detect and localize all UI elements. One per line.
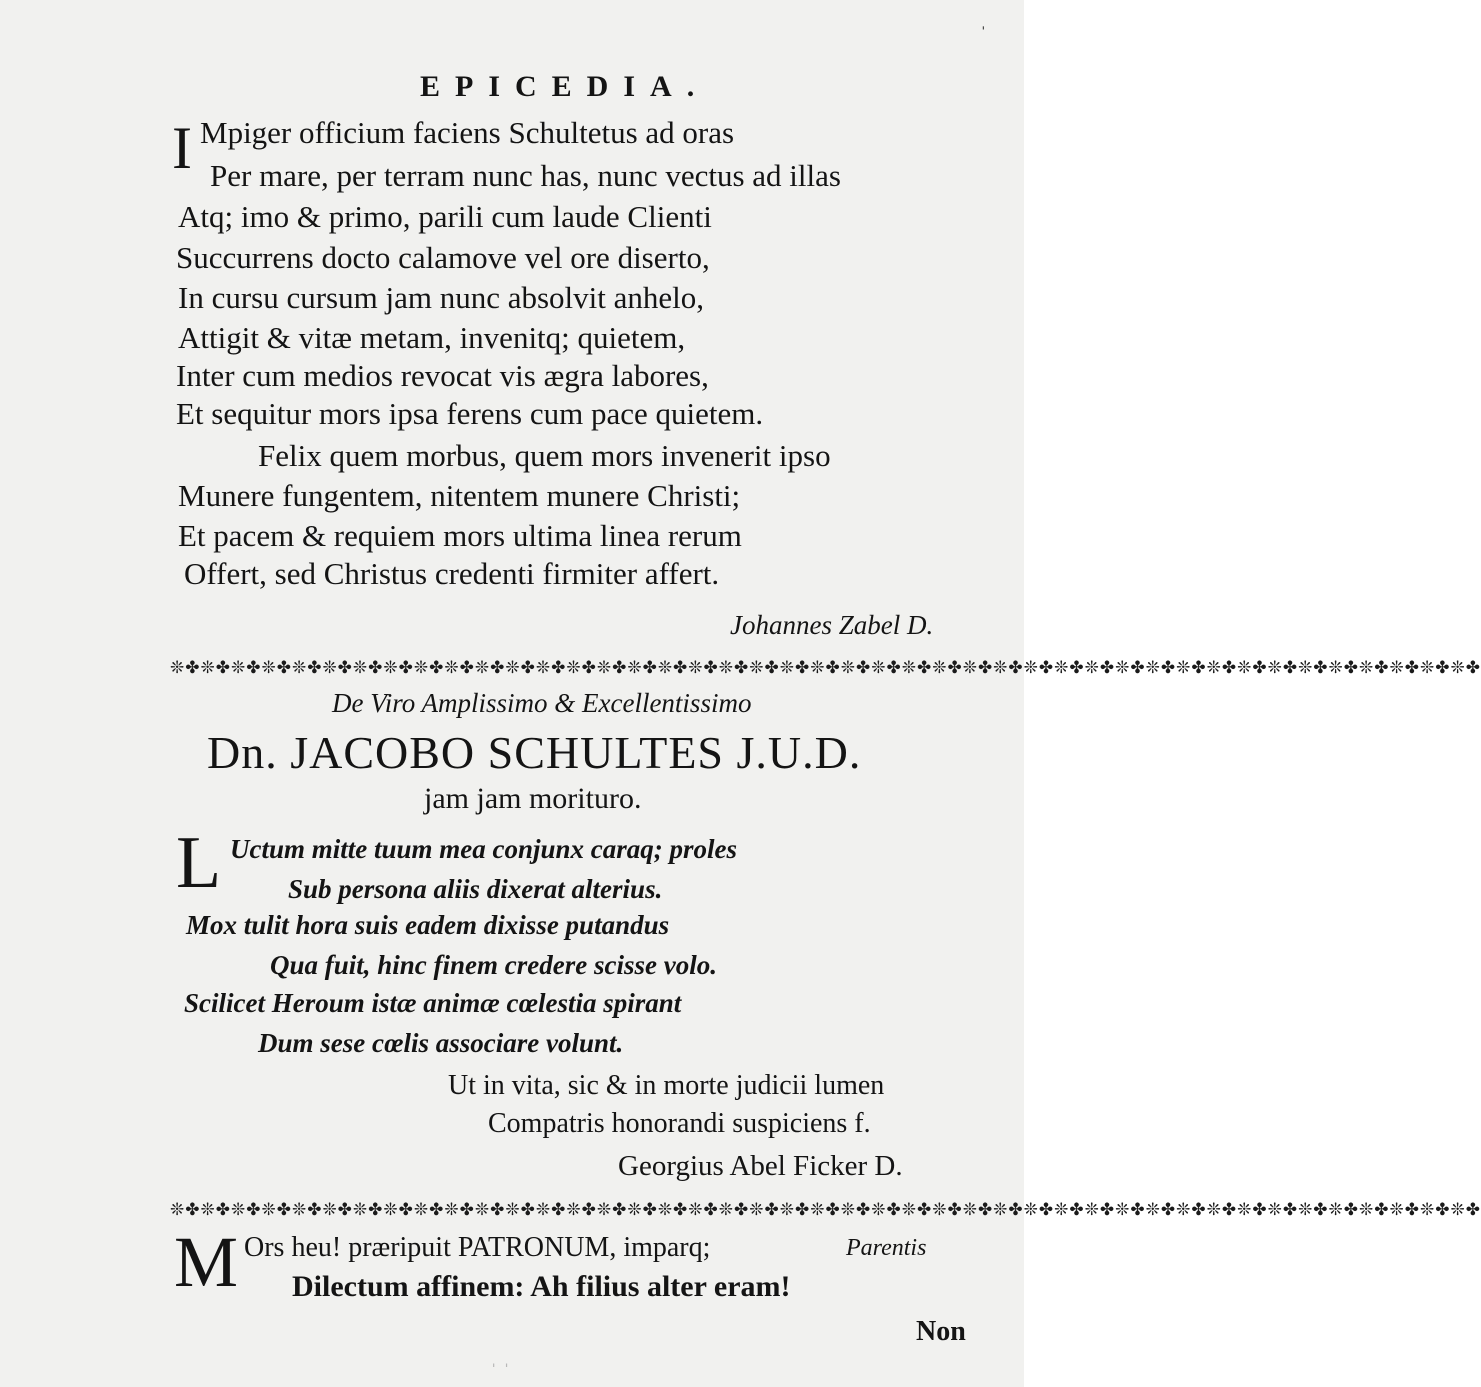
poem2-signature: Georgius Abel Ficker D. (618, 1150, 903, 1182)
poem2-closing-1: Ut in vita, sic & in morte judicii lumen (448, 1070, 885, 1101)
poem1-line-10: Munere fungentem, nitentem munere Christi; (178, 478, 741, 513)
poem1-signature: Johannes Zabel D. (730, 610, 934, 640)
ornament-divider-2: ❊✤❊✤❊✤❊✤❊✤❊✤❊✤❊✤❊✤❊✤❊✤❊✤❊✤❊✤❊✤❊✤❊✤❊✤❊✤❊✤❊✤❊✤❊✤❊✤❊✤❊✤❊✤❊✤❊✤❊✤❊✤❊✤❊✤❊✤❊✤❊✤❊✤❊✤❊✤❊✤❊✤❊✤❊✤ (170, 1200, 1481, 1219)
poem1-line-9: Felix quem morbus, quem mors invenerit ipso (258, 438, 831, 473)
poem1-line-1: Mpiger officium faciens Schultetus ad oras (200, 115, 735, 150)
poem1-line-12: Offert, sed Christus credenti firmiter affert. (184, 556, 720, 591)
poem3-line-2: Dilectum affinem: Ah filius alter eram! (292, 1270, 791, 1303)
poem1-line-6: Attigit & vitæ metam, invenitq; quietem, (178, 320, 686, 355)
dedication-line-1: De Viro Amplissimo & Excellentissimo (332, 688, 752, 718)
drop-cap-i: I (172, 115, 192, 181)
bleed-through-mark: ˌ ˌ (490, 1342, 511, 1367)
poem2-line-3: Mox tulit hora suis eadem dixisse putandus (186, 910, 670, 940)
poem2-line-2: Sub persona aliis dixerat alterius. (288, 874, 663, 904)
poem1-line-2: Per mare, per terram nunc has, nunc vectus ad illas (210, 158, 841, 193)
poem2-closing-2: Compatris honorandi suspiciens f. (488, 1108, 871, 1139)
running-head: EPICEDIA. (420, 70, 710, 103)
drop-cap-l: L (176, 822, 222, 904)
poem1-line-5: In cursu cursum jam nunc absolvit anhelo, (178, 280, 705, 315)
catchword: Non (916, 1316, 966, 1347)
ornament-divider-1: ❊✤❊✤❊✤❊✤❊✤❊✤❊✤❊✤❊✤❊✤❊✤❊✤❊✤❊✤❊✤❊✤❊✤❊✤❊✤❊✤❊✤❊✤❊✤❊✤❊✤❊✤❊✤❊✤❊✤❊✤❊✤❊✤❊✤❊✤❊✤❊✤❊✤❊✤❊✤❊✤❊✤❊✤❊✤ (170, 658, 1481, 677)
poem3-line-1a: Ors heu! præripuit PATRONUM, imparq; (244, 1232, 711, 1263)
poem2-line-4: Qua fuit, hinc finem credere scisse volo. (270, 950, 717, 980)
corner-mark: ˌ (980, 8, 987, 30)
poem1-line-7: Inter cum medios revocat vis ægra labores, (176, 358, 709, 393)
poem2-line-5: Scilicet Heroum istæ animæ cœlestia spirant (184, 988, 682, 1018)
poem1-line-3: Atq; imo & primo, parili cum laude Clienti (178, 199, 712, 234)
poem2-line-1: Uctum mitte tuum mea conjunx caraq; proles (230, 834, 738, 864)
poem1-line-8: Et sequitur mors ipsa ferens cum pace quietem. (176, 396, 764, 431)
dedication-line-3: jam jam morituro. (424, 782, 642, 815)
poem1-line-11: Et pacem & requiem mors ultima linea rerum (178, 518, 742, 553)
poem1-line-4: Succurrens docto calamove vel ore diserto, (176, 240, 710, 275)
drop-cap-m: M (174, 1222, 239, 1302)
poem3-line-1b: Parentis (846, 1235, 927, 1261)
poem2-line-6: Dum sese cœlis associare volunt. (258, 1028, 624, 1058)
dedication-name: Dn. JACOBO SCHULTES J.U.D. (207, 727, 862, 778)
